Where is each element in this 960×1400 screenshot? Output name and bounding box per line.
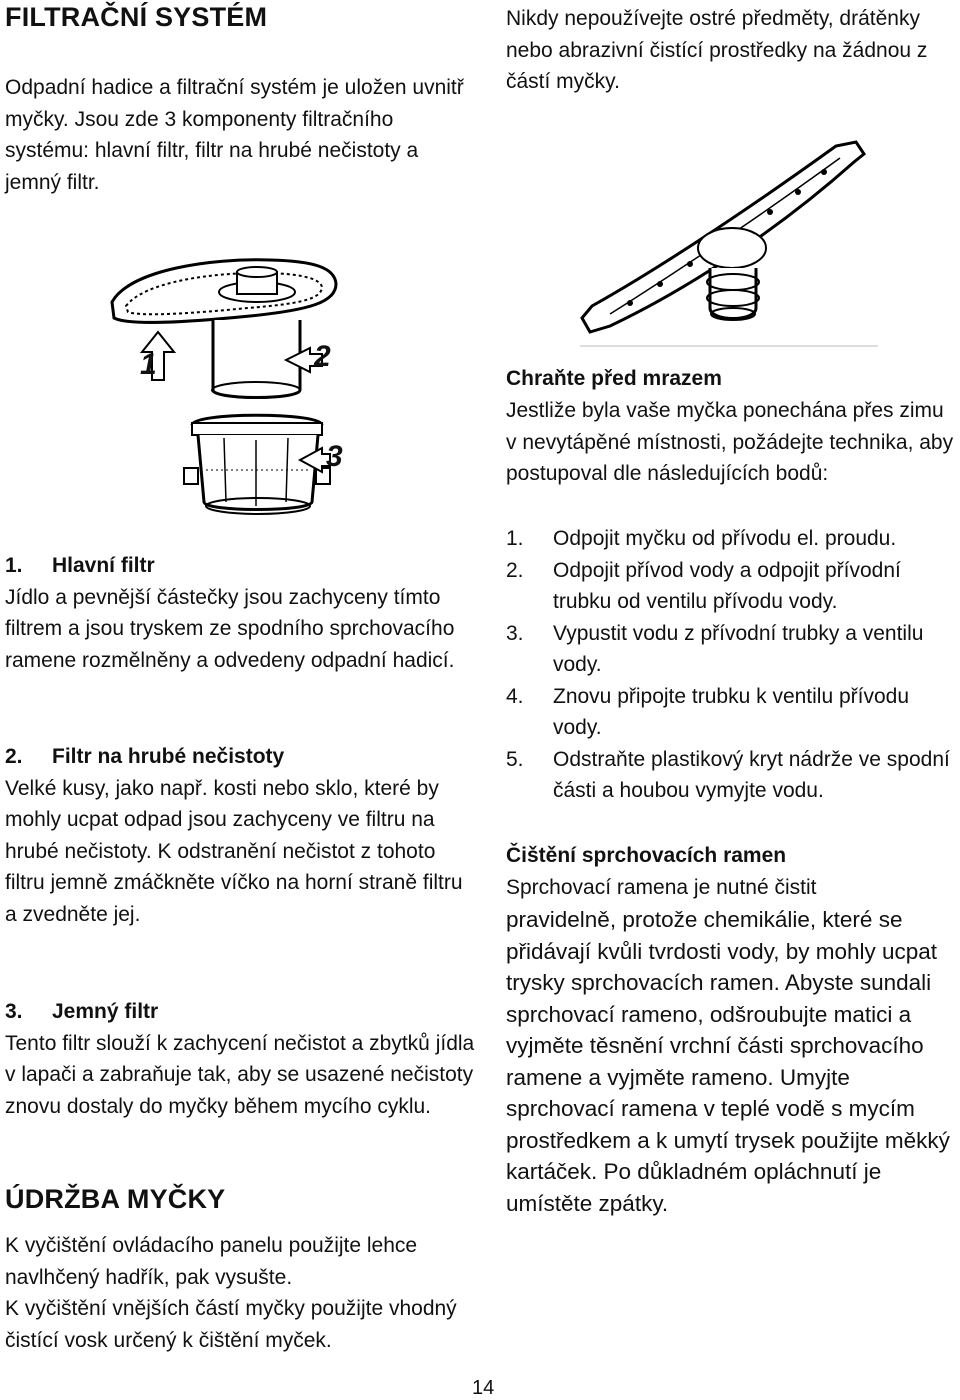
frost-heading: Chraňte před mrazem (506, 367, 722, 390)
filter-item-heading (5, 550, 475, 582)
spray-heading: Čištění sprchovacích ramen (506, 844, 787, 867)
maintenance-text-panel: K vyčištění ovládacího panelu použijte lehce navlhčený hadřík, pak vysušte. (5, 1234, 418, 1289)
filter-item-title: Hlavní filtr (52, 554, 155, 577)
filter-system-intro: Odpadní hadice a filtrační systém je uložen uvnitř myčky. Jsou zde 3 komponenty filtračního systému: hlavní filtr, filtr na hrubé nečistoty a jemný filtr. (5, 76, 464, 194)
filter-item-main (5, 550, 475, 676)
filter-diagram-drawing (100, 240, 390, 540)
filter-item-heading (5, 996, 475, 1028)
figure-label-3: 3 (326, 440, 343, 473)
filter-item-coarse (5, 741, 475, 930)
list-item (506, 555, 960, 618)
list-item (506, 744, 960, 807)
filter-item-title: Jemný filtr (52, 1000, 159, 1023)
step-number: 4. (506, 684, 524, 708)
filter-item-text: Jídlo a pevnější částečky jsou zachyceny tímto filtrem a jsou tryskem ze spodního sprchovacího ramene rozmělněny a odvedeny odpadní hadicí. (5, 585, 455, 672)
step-text: Odpojit přívod vody a odpojit přívodní trubku od ventilu přívodu vody. (553, 558, 901, 613)
frost-intro: Jestliže byla vaše myčka ponechána přes zimu v nevytápěné místnosti, požádejte technika, aby postupoval dle následujících bodů: (506, 399, 954, 485)
step-number: 3. (506, 621, 524, 645)
filter-item-text: Velké kusy, jako např. kosti nebo sklo, které by mohly ucpat odpad jsou zachyceny ve filtru na hrubé nečistoty. K odstranění nečistot z tohoto filtru jemně zmáčkněte víčko na horní straně filtru a zvedněte jej. (5, 776, 463, 926)
spray-arm-drawing (570, 118, 880, 348)
step-number: 5. (506, 747, 524, 771)
frost-steps-list (506, 523, 960, 807)
filter-item-number: 1. (5, 554, 23, 577)
figure-label-2: 2 (314, 340, 331, 373)
filter-item-text: Tento filtr slouží k zachycení nečistot a zbytků jídla v lapači a zabraňuje tak, aby se usazené nečistoty znovu dostaly do myčky během mycího cyklu. (5, 1031, 475, 1118)
step-text: Vypustit vodu z přívodní trubky a ventilu vody. (553, 621, 924, 676)
filter-diagram (100, 240, 390, 540)
filter-item-fine (5, 996, 475, 1122)
list-item (506, 523, 960, 555)
filter-item-title: Filtr na hrubé nečistoty (52, 745, 285, 768)
spray-text-body: pravidelně, protože chemikálie, které se přidávají kvůli tvrdosti vody, by mohly ucpat trysky sprchovacích ramen. Abyste sundali sprchovací rameno, odšroubujte matici a vyjměte těsnění vrchní části sprchovacího ramene a vyjměte rameno. Umyjte sprchovací ramena v teplé vodě s mycím prostředkem a k umytí trysek použijte měkký kartáček. Po důkladném opláchnutí je umístěte zpátky. (506, 907, 950, 1216)
figure-label-1: 1 (140, 348, 157, 381)
filter-item-heading (5, 741, 475, 773)
list-item (506, 681, 960, 744)
filter-system-title: FILTRAČNÍ SYSTÉM (5, 2, 268, 32)
step-number: 2. (506, 558, 524, 582)
filter-item-number: 3. (5, 1000, 23, 1023)
maintenance-text-exterior: K vyčištění vnějších částí myčky použijte vhodný čistící vosk určený k čištění myček. (5, 1297, 457, 1352)
spray-text-intro: Sprchovací ramena je nutné čistit (506, 876, 817, 899)
step-text: Znovu připojte trubku k ventilu přívodu vody. (553, 684, 910, 739)
list-item (506, 618, 960, 681)
page-number: 14 (472, 1377, 495, 1399)
maintenance-title: ÚDRŽBA MYČKY (5, 1184, 226, 1214)
filter-item-number: 2. (5, 745, 23, 768)
warning-text: Nikdy nepoužívejte ostré předměty, drátěnky nebo abrazivní čistící prostředky na žádnou z částí myčky. (506, 7, 928, 93)
step-number: 1. (506, 527, 524, 550)
spray-arm-image (570, 118, 880, 348)
step-text: Odpojit myčku od přívodu el. proudu. (553, 527, 897, 550)
step-text: Odstraňte plastikový kryt nádrže ve spodní části a houbou vymyjte vodu. (553, 747, 950, 802)
